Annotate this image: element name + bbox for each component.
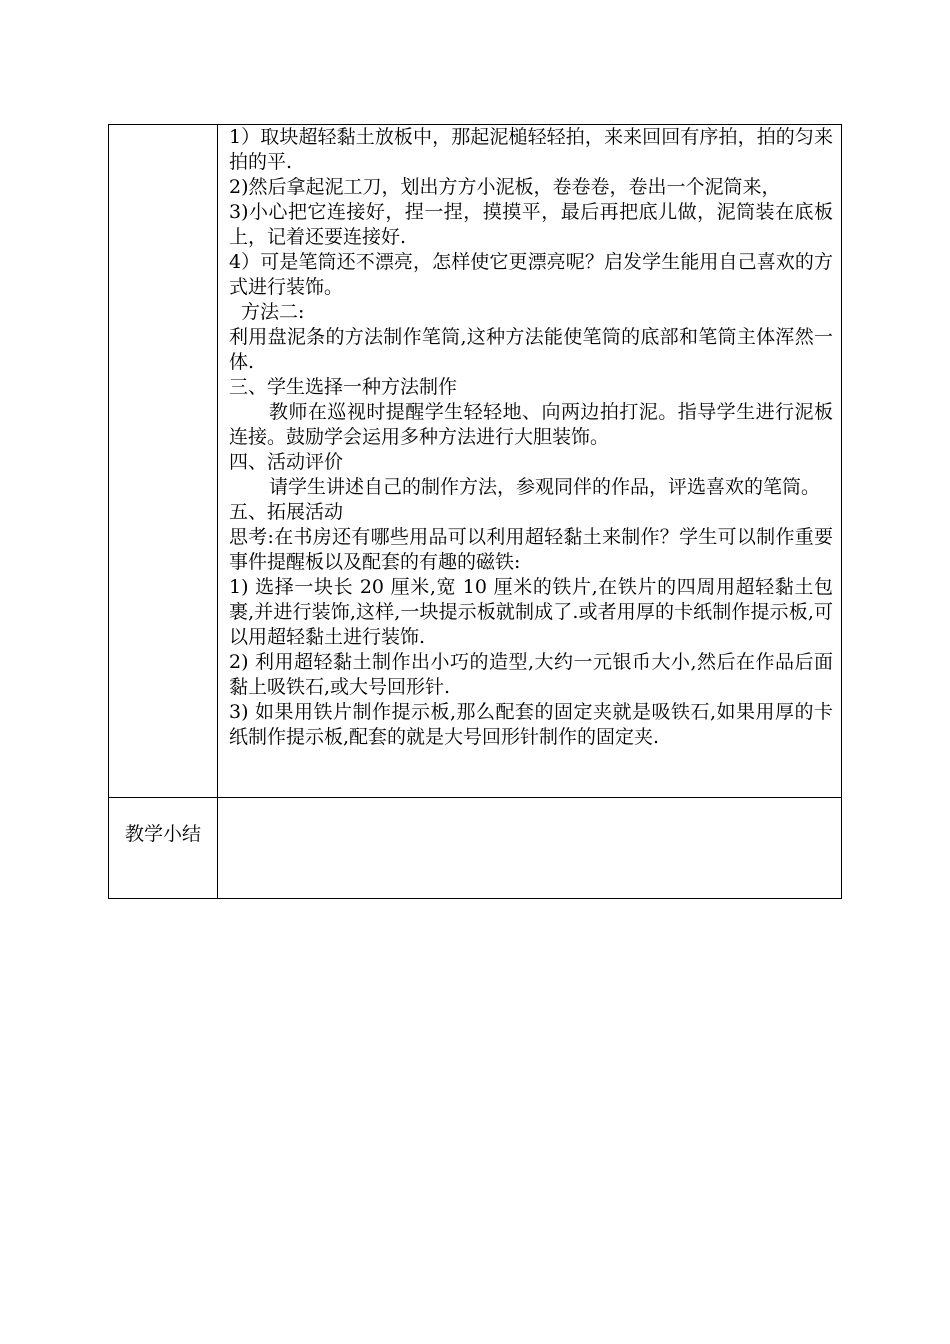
process-label-cell	[109, 125, 218, 798]
step-paragraph-3: 3)小心把它连接好，捏一捏，摸摸平，最后再把底儿做，泥筒装在底板上，记着还要连接好.	[229, 201, 833, 248]
extension-item-2: 2) 利用超轻黏土制作出小巧的造型,大约一元银币大小,然后在作品后面黏上吸铁石,或大号回形针.	[229, 651, 833, 698]
section-five-heading: 五、拓展活动	[229, 501, 344, 523]
summary-content-cell	[218, 798, 842, 899]
summary-label-cell	[109, 798, 218, 899]
process-row	[109, 125, 842, 798]
method-two-text: 利用盘泥条的方法制作笔筒,这种方法能使笔筒的底部和笔筒主体浑然一体.	[229, 326, 833, 373]
extension-item-3: 3) 如果用铁片制作提示板,那么配套的固定夹就是吸铁石,如果用厚的卡纸制作提示板,配套的就是大号回形针制作的固定夹.	[229, 701, 833, 748]
section-three-heading: 三、学生选择一种方法制作	[229, 376, 458, 398]
section-four-heading: 四、活动评价	[229, 451, 344, 473]
section-three-text: 教师在巡视时提醒学生轻轻地、向两边拍打泥。指导学生进行泥板连接。鼓励学会运用多种方法进行大胆装饰。	[229, 401, 833, 448]
step-paragraph-4: 4）可是笔筒还不漂亮，怎样使它更漂亮呢？启发学生能用自己喜欢的方式进行装饰。	[229, 251, 833, 298]
step-paragraph-2: 2)然后拿起泥工刀，划出方方小泥板，卷卷卷，卷出一个泥筒来，	[229, 176, 781, 198]
method-two-heading: 方法二:	[241, 301, 305, 323]
summary-row	[109, 798, 842, 899]
lesson-plan-table	[108, 124, 842, 899]
process-content-cell	[218, 125, 842, 798]
section-five-intro: 思考:在书房还有哪些用品可以利用超轻黏土来制作？学生可以制作重要事件提醒板以及配套的有趣的磁铁:	[229, 526, 833, 573]
summary-label: 教学小结	[124, 823, 201, 845]
step-paragraph-1: 1）取块超轻黏土放板中，那起泥槌轻轻拍，来来回回有序拍，拍的匀来拍的平.	[229, 126, 833, 173]
section-four-text: 请学生讲述自己的制作方法，参观同伴的作品，评选喜欢的笔筒。	[269, 476, 821, 498]
extension-item-1: 1) 选择一块长 20 厘米,宽 10 厘米的铁片,在铁片的四周用超轻黏土包裹,并进行装饰,这样,一块提示板就制成了.或者用厚的卡纸制作提示板,可以用超轻黏土进行装饰.	[229, 576, 833, 648]
